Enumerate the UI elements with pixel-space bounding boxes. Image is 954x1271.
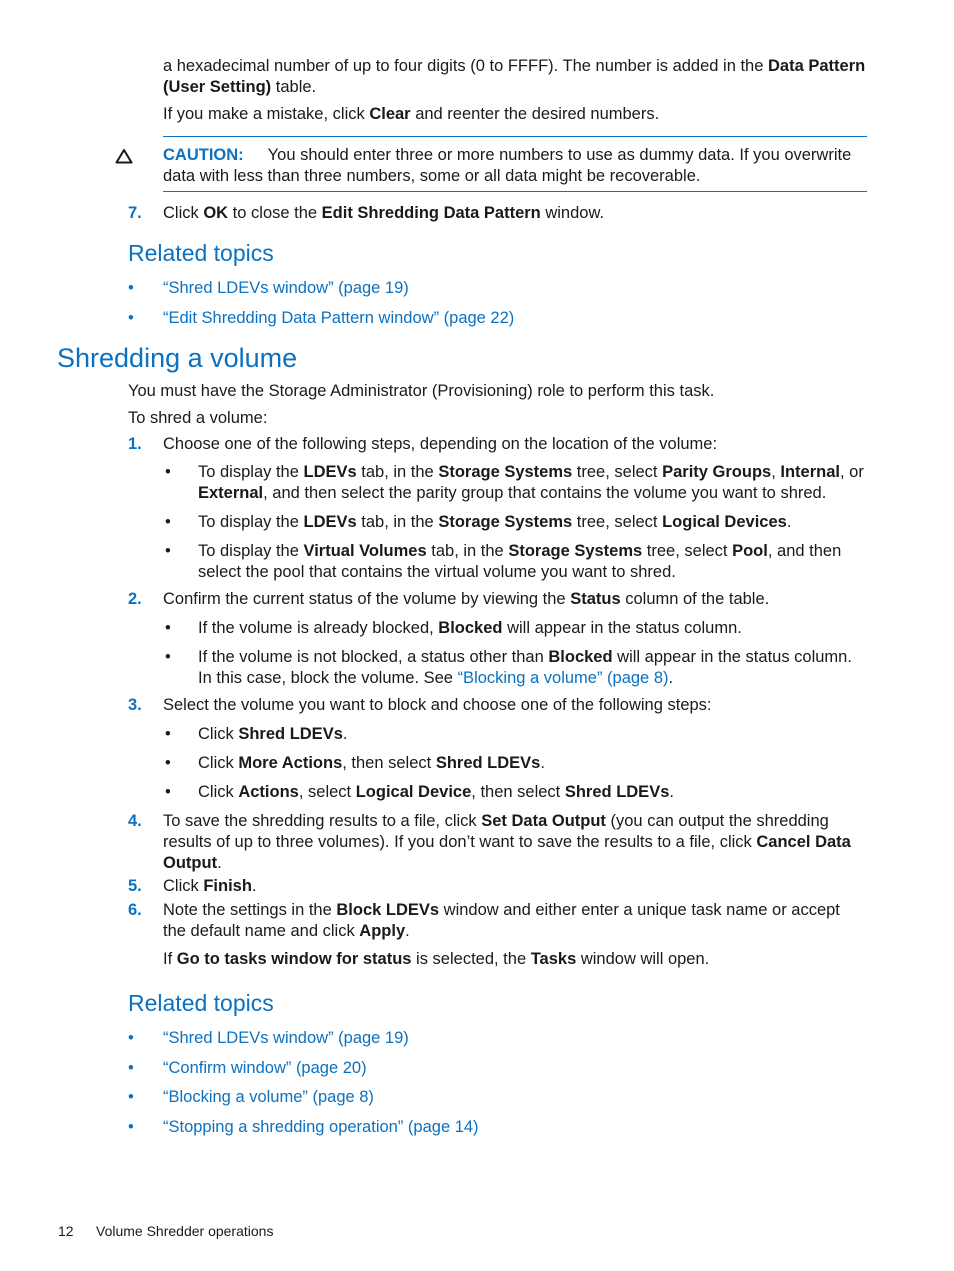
link-blocking-a-volume[interactable]: “Blocking a volume” (page 8) [457,669,669,687]
step-3-bullet-1: Click Shred LDEVs. [198,725,348,743]
caution-note: CAUTION: You should enter three or more numbers to use as dummy data. If you overwrite data with less than three numbers, some or all data might be recoverable. [163,146,852,185]
step-number: 2. [128,590,142,608]
bullet: • [165,619,171,637]
related-link-shred-ldevs-window[interactable]: “Shred LDEVs window” (page 19) [163,1029,409,1047]
step-number: 3. [128,696,142,714]
step-5-text: Click Finish. [163,877,257,895]
step-6-text: Note the settings in the Block LDEVs window and either enter a unique task name or accept the default name and click Apply. [163,901,840,940]
bullet: • [165,648,171,666]
paragraph-data-pattern: a hexadecimal number of up to four digits (0 to FFFF). The number is added in the Data Pattern (User Setting) table. [163,57,866,96]
caution-triangle-icon [115,148,133,164]
related-link-shred-ldevs-window[interactable]: “Shred LDEVs window” (page 19) [163,279,409,297]
bullet: • [165,542,171,560]
step-number: 7. [128,204,142,222]
step-2-bullet-1: If the volume is already blocked, Blocked will appear in the status column. [198,619,742,637]
related-link-edit-shredding-data-pattern[interactable]: “Edit Shredding Data Pattern window” (page 22) [163,309,515,327]
bullet: • [128,1088,134,1106]
step-2-text: Confirm the current status of the volume by viewing the Status column of the table. [163,590,770,608]
section-to-shred: To shred a volume: [128,409,268,427]
step-1-bullet-1: To display the LDEVs tab, in the Storage Systems tree, select Parity Groups, Internal, or External, and then select the parity group that contains the volume you want to shred. [198,463,864,502]
step-number: 6. [128,901,142,919]
step-1-bullet-2: To display the LDEVs tab, in the Storage Systems tree, select Logical Devices. [198,513,792,531]
bullet: • [128,1118,134,1136]
section-intro: You must have the Storage Administrator (Provisioning) role to perform this task. [128,382,715,400]
caution-top-rule [163,136,867,137]
step-1-bullet-3: To display the Virtual Volumes tab, in the Storage Systems tree, select Pool, and then select the pool that contains the virtual volume you want to shred. [198,542,842,581]
bullet: • [165,463,171,481]
footer-title: Volume Shredder operations [96,1223,274,1239]
bullet: • [128,1029,134,1047]
section-title: Shredding a volume [57,343,298,373]
caution-label: CAUTION: [163,146,244,164]
related-link-blocking-a-volume[interactable]: “Blocking a volume” (page 8) [163,1088,374,1106]
bullet: • [165,725,171,743]
step-2-bullet-2: If the volume is not blocked, a status other than Blocked will appear in the status column. In this case, block the volume. See “Blocking a volume” (page 8). [198,648,852,687]
step-6-note: If Go to tasks window for status is selected, the Tasks window will open. [163,950,710,968]
step-number: 5. [128,877,142,895]
related-topics-heading: Related topics [128,990,274,1016]
bullet: • [165,754,171,772]
related-link-stopping-shredding[interactable]: “Stopping a shredding operation” (page 14) [163,1118,479,1136]
step-number: 1. [128,435,142,453]
bullet: • [165,513,171,531]
step-number: 4. [128,812,142,830]
bullet: • [128,279,134,297]
step-1-text: Choose one of the following steps, depending on the location of the volume: [163,435,718,453]
caution-bottom-rule [163,191,867,192]
step-3-bullet-3: Click Actions, select Logical Device, then select Shred LDEVs. [198,783,674,801]
step-7-text: Click OK to close the Edit Shredding Data Pattern window. [163,204,605,222]
bullet: • [128,309,134,327]
bullet: • [128,1059,134,1077]
related-topics-heading: Related topics [128,240,274,266]
footer-page-number: 12 [58,1223,74,1239]
bullet: • [165,783,171,801]
step-4-text: To save the shredding results to a file, click Set Data Output (you can output the shredding results of up to three volumes). If you don’t want to save the results to a file, click Cancel Data Output. [163,812,851,872]
step-3-bullet-2: Click More Actions, then select Shred LDEVs. [198,754,545,772]
related-link-confirm-window[interactable]: “Confirm window” (page 20) [163,1059,367,1077]
step-3-text: Select the volume you want to block and choose one of the following steps: [163,696,712,714]
paragraph-clear: If you make a mistake, click Clear and reenter the desired numbers. [163,105,660,123]
